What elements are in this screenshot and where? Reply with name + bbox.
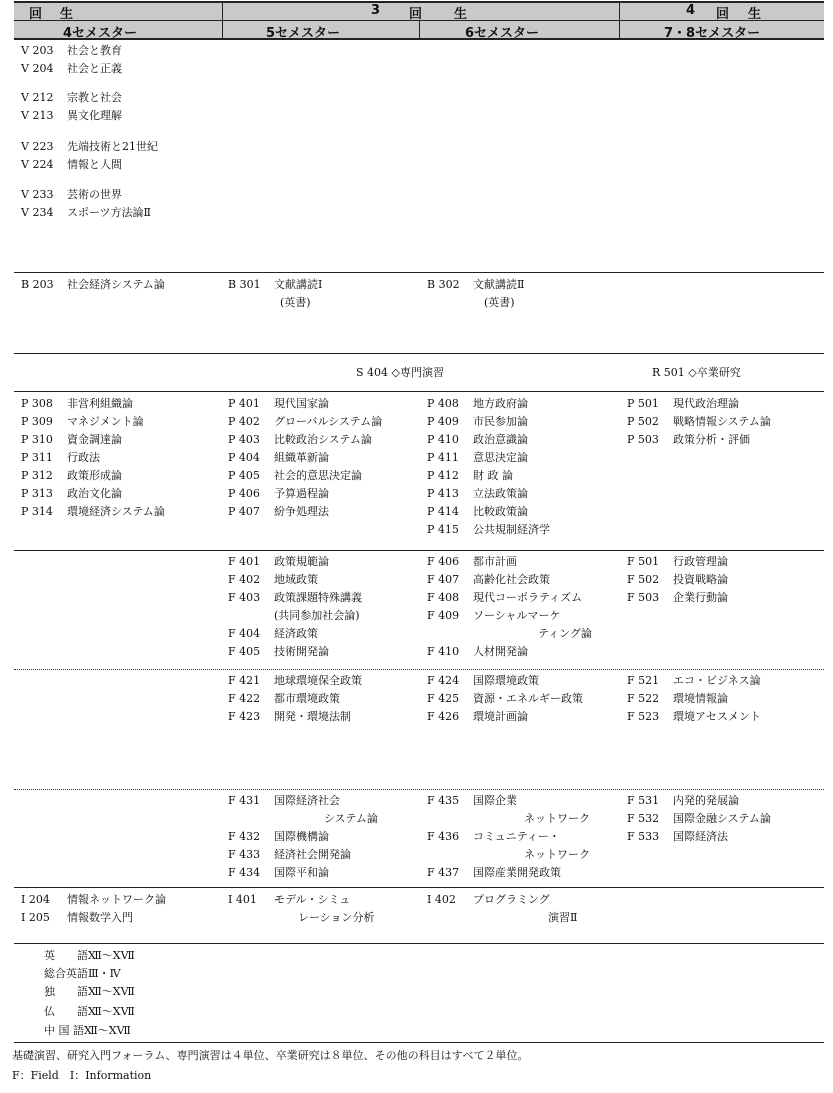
course-p313: P 313 政治文化論: [21, 487, 122, 500]
course-f407: F 407 高齢化社会政策: [427, 573, 550, 586]
course-i401: I 401 モデル・シミュ: [228, 893, 351, 906]
course-f532: F 532 国際金融システム論: [627, 812, 771, 825]
header-divider-3: [619, 2, 620, 38]
header-divider-1: [222, 2, 223, 38]
language-chinese: 中 国 語Ⅻ～ⅩⅦ: [44, 1024, 131, 1037]
header-year4-char1: 回: [716, 7, 730, 22]
course-i402: I 402 プログラミング: [427, 893, 550, 906]
course-v234: V 234 スポーツ方法論Ⅱ: [21, 206, 152, 219]
course-f401: F 401 政策規範論: [228, 555, 329, 568]
course-p501: P 501 現代政治理論: [627, 397, 739, 410]
course-f531: F 531 内発的発展論: [627, 794, 739, 807]
course-p410: P 410 政治意識論: [427, 433, 528, 446]
header-semester-6: 6セメスター: [465, 26, 540, 41]
course-v224: V 224 情報と人間: [21, 158, 122, 171]
course-p312: P 312 政策形成論: [21, 469, 122, 482]
row-border-table-bottom: [14, 1042, 824, 1043]
course-f404: F 404 経済政策: [228, 627, 318, 640]
header-year2-char2: 生: [60, 7, 74, 22]
header-year4-num: 4: [686, 3, 696, 18]
course-f501: F 501 行政管理論: [627, 555, 728, 568]
course-f408: F 408 現代コーポラティズム: [427, 591, 583, 604]
course-f436-sub: ネットワーク: [524, 848, 590, 861]
course-v213: V 213 異文化理解: [21, 109, 122, 122]
course-p402: P 402 グローバルシステム論: [228, 415, 383, 428]
language-french: 仏 語Ⅻ～ⅩⅦ: [44, 1005, 135, 1018]
course-v233: V 233 芸術の世界: [21, 188, 122, 201]
course-f433: F 433 経済社会開発論: [228, 848, 351, 861]
course-p406: P 406 予算過程論: [228, 487, 329, 500]
footnote-legend: F：Field I：Information: [12, 1069, 152, 1082]
course-f409: F 409 ソーシャルマーケ: [427, 609, 561, 622]
course-p411: P 411 意思決定論: [427, 451, 528, 464]
header-year2-char1: 回: [29, 7, 43, 22]
course-b302-sub: (英書): [484, 296, 515, 309]
language-german: 独 語Ⅻ～ⅩⅦ: [44, 985, 135, 998]
course-v203: V 203 社会と教育: [21, 44, 122, 57]
language-english: 英 語Ⅻ～ⅩⅦ: [44, 949, 135, 962]
course-f437: F 437 国際産業開発政策: [427, 866, 561, 879]
footnote-credits: 基礎演習、研究入門フォーラム、専門演習は４単位、卒業研究は８単位、その他の科目はすべて２単位。: [12, 1049, 529, 1062]
course-p407: P 407 紛争処理法: [228, 505, 329, 518]
course-r501-thesis: R 501 ◇卒業研究: [652, 366, 741, 379]
course-p415: P 415 公共規制経済学: [427, 523, 550, 536]
course-p409: P 409 市民参加論: [427, 415, 528, 428]
course-f431: F 431 国際経済社会: [228, 794, 340, 807]
course-v212: V 212 宗教と社会: [21, 91, 122, 104]
course-p401: P 401 現代国家論: [228, 397, 329, 410]
course-f424: F 424 国際環境政策: [427, 674, 539, 687]
row-border-after-b: [14, 353, 824, 354]
header-semester-4: 4セメスター: [63, 26, 138, 41]
course-b301: B 301 文献講読Ⅰ: [228, 278, 323, 291]
course-f406: F 406 都市計画: [427, 555, 517, 568]
course-p405: P 405 社会的意思決定論: [228, 469, 362, 482]
course-f405: F 405 技術開発論: [228, 645, 329, 658]
course-f521: F 521 エコ・ビジネス論: [627, 674, 761, 687]
course-b302: B 302 文献講読Ⅱ: [427, 278, 525, 291]
row-border-after-s: [14, 391, 824, 392]
header-semester-5: 5セメスター: [266, 26, 341, 41]
course-i204: I 204 情報ネットワーク論: [21, 893, 166, 906]
row-border-after-liberal: [14, 272, 824, 273]
course-p502: P 502 戦略情報システム論: [627, 415, 771, 428]
course-p503: P 503 政策分析・評価: [627, 433, 750, 446]
course-p403: P 403 比較政治システム論: [228, 433, 372, 446]
header-divider-2: [419, 21, 420, 38]
course-p404: P 404 組織革新論: [228, 451, 329, 464]
course-i401-sub: レーション分析: [298, 911, 375, 924]
course-f402: F 402 地域政策: [228, 573, 318, 586]
course-f533: F 533 国際経済法: [627, 830, 728, 843]
course-f423: F 423 開発・環境法制: [228, 710, 351, 723]
course-p309: P 309 マネジメント論: [21, 415, 144, 428]
header-year3-num: 3: [371, 3, 381, 18]
course-f409-sub: ティング論: [538, 627, 592, 640]
course-f431-sub: システム論: [324, 812, 378, 825]
course-p314: P 314 環境経済システム論: [21, 505, 165, 518]
course-p310: P 310 資金調達論: [21, 433, 122, 446]
row-border-after-f2: [14, 789, 824, 790]
header-year4-char2: 生: [748, 7, 762, 22]
course-f421: F 421 地球環境保全政策: [228, 674, 362, 687]
course-f426: F 426 環境計画論: [427, 710, 528, 723]
course-v223: V 223 先端技術と21世紀: [21, 140, 158, 153]
row-border-after-p: [14, 550, 824, 551]
course-p408: P 408 地方政府論: [427, 397, 528, 410]
course-f403-sub: (共同参加社会論): [274, 609, 360, 622]
course-i402-sub: 演習Ⅱ: [548, 911, 578, 924]
row-border-after-i: [14, 943, 824, 944]
course-f435-sub: ネットワーク: [524, 812, 590, 825]
course-f503: F 503 企業行動論: [627, 591, 728, 604]
course-f425: F 425 資源・エネルギー政策: [427, 692, 583, 705]
course-b301-sub: (英書): [280, 296, 311, 309]
course-f522: F 522 環境情報論: [627, 692, 728, 705]
course-i205: I 205 情報数学入門: [21, 911, 133, 924]
course-p414: P 414 比較政策論: [427, 505, 528, 518]
course-f434: F 434 国際平和論: [228, 866, 329, 879]
course-f403: F 403 政策課題特殊講義: [228, 591, 362, 604]
course-f432: F 432 国際機構論: [228, 830, 329, 843]
course-f436: F 436 コミュニティー・: [427, 830, 560, 843]
course-f410: F 410 人材開発論: [427, 645, 528, 658]
header-semester-78: 7・8セメスター: [664, 26, 761, 41]
course-f502: F 502 投資戦略論: [627, 573, 728, 586]
course-p311: P 311 行政法: [21, 451, 100, 464]
course-f523: F 523 環境アセスメント: [627, 710, 761, 723]
course-p308: P 308 非営利組織論: [21, 397, 133, 410]
language-general-english: 総合英語Ⅲ・Ⅳ: [44, 967, 121, 980]
row-border-after-f1: [14, 669, 824, 670]
course-v204: V 204 社会と正義: [21, 62, 122, 75]
row-border-after-f3: [14, 887, 824, 888]
course-p412: P 412 財 政 論: [427, 469, 513, 482]
course-p413: P 413 立法政策論: [427, 487, 528, 500]
header-year3-char1: 回: [409, 7, 423, 22]
course-s404-seminar: S 404 ◇専門演習: [356, 366, 444, 379]
course-b203: B 203 社会経済システム論: [21, 278, 165, 291]
course-f435: F 435 国際企業: [427, 794, 517, 807]
course-f422: F 422 都市環境政策: [228, 692, 340, 705]
header-year3-char2: 生: [454, 7, 468, 22]
